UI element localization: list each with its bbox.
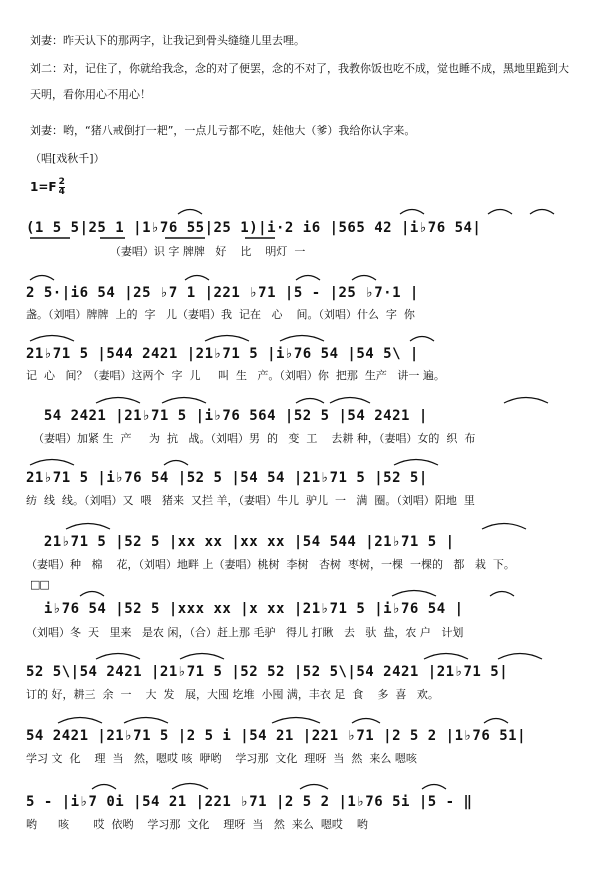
slur: [484, 719, 508, 724]
slur: [422, 785, 446, 790]
lyrics-line-5: 纺 线 线。（刘唱）又 喂 猪来 又拦 羊，（妻唱）牛儿 驴儿 一 满 圈。（刘唱）阳地 里: [26, 494, 475, 507]
slur: [80, 592, 104, 597]
slur: [530, 210, 554, 215]
notation-line-5: 21♭71 5 |i♭76 54 |52 5 |54 54 |21♭71 5 |52 5|: [26, 470, 428, 486]
slur: [400, 210, 424, 215]
slur: [30, 336, 74, 342]
time-denominator: 4: [58, 187, 65, 197]
lyrics-line-1: （妻唱）识 字 牌牌 好 比 明灯 一: [26, 245, 306, 258]
lyrics-line-3: 记 心 间？（妻唱）这两个 字 儿 叫 生 产。（刘唱）你 把那 生产 讲一 遍。: [26, 369, 445, 382]
slur: [498, 654, 542, 660]
slur: [66, 524, 110, 530]
notation-line-8: 52 5\|54 2421 |21♭71 5 |52 52 |52 5\|54 2421 |21♭71 5|: [26, 664, 509, 680]
slur: [394, 460, 438, 466]
slur: [30, 460, 74, 466]
missing-glyph-boxes: □□: [30, 578, 49, 591]
notation-line-7: i♭76 54 |52 5 |xxx xx |x xx |21♭71 5 |i♭76 54 |: [26, 601, 464, 617]
slur: [330, 398, 370, 404]
slur: [392, 591, 436, 597]
slur: [296, 399, 324, 404]
notation-line-3: 21♭71 5 |544 2421 |21♭71 5 |i♭76 54 |54 5\ |: [26, 346, 419, 362]
lyrics-line-9: 学习 文 化 理 当 然，嗯哎 咳 咿哟 学习那 文化 理呀 当 然 来么 嗯咳: [26, 752, 417, 765]
dialogue-line-3: [30, 118, 575, 144]
slur: [504, 398, 548, 404]
slur: [185, 276, 209, 281]
lyrics-line-7: （刘唱）冬 天 里来 是农 闲，（合）赶上那 毛驴 得儿 打瞅 去 驮 盐，农 户 计划: [26, 626, 464, 639]
slur: [124, 718, 168, 724]
slur: [58, 718, 102, 724]
slur: [296, 276, 320, 281]
tune-label: （唱[戏秋千]）: [30, 152, 105, 165]
dialogue-text: ：哟，“猪八戒倒打一耙”，一点儿亏都不吃，娃他大（爹）我给你认字来。: [52, 124, 416, 137]
lyrics-line-4: （妻唱）加紧 生 产 为 抗 战。（刘唱）男 的 变 工 去耕 种，（妻唱）女的 织 布: [26, 432, 476, 445]
slur: [180, 654, 224, 660]
dialogue-line-2: [30, 56, 575, 108]
slur: [352, 276, 376, 281]
notation-line-2: 2 5·|i6 54 |25 ♭7 1 |221 ♭71 |5 - |25 ♭7·1 |: [26, 285, 419, 301]
speaker: 刘二: [30, 62, 52, 75]
lyrics-line-2: 盏。（刘唱）牌牌 上的 字 儿（妻唱）我 记在 心 间。（刘唱）什么 字 你: [26, 308, 415, 321]
slur: [482, 524, 526, 530]
notation-line-10: 5 - |i♭7 0i |54 21 |221 ♭71 |2 5 2 |1♭76 5i |5 - ‖: [26, 794, 473, 810]
speaker: 刘妻: [30, 124, 52, 137]
slur: [410, 337, 434, 342]
dialogue-text: ：昨天认下的那两字，让我记到骨头缝缝儿里去哩。: [52, 34, 305, 47]
slur: [488, 210, 512, 215]
slur: [92, 785, 116, 790]
speaker: 刘妻: [30, 34, 52, 47]
slur: [96, 398, 140, 404]
slur: [96, 654, 140, 660]
lyrics-line-10: 哟 咳 哎 依哟 学习那 文化 理呀 当 然 来么 嗯哎 哟: [26, 818, 368, 831]
slur: [205, 336, 249, 342]
slur: [300, 785, 328, 790]
dialogue-line-1: [30, 28, 575, 54]
notation-line-6: 21♭71 5 |52 5 |xx xx |xx xx |54 544 |21♭71 5 |: [26, 534, 455, 550]
lyrics-line-6: （妻唱）种 棉 花，（刘唱）地畔 上（妻唱）桃树 李树 杏树 枣树，一棵 一棵的 都 栽 下。: [26, 558, 515, 571]
slur: [162, 398, 206, 404]
notation-line-1: (1 5 5|25 1 |1♭76 55|25 1)|i·2 i6 |565 42 |i♭76 54|: [26, 220, 482, 236]
slur: [352, 719, 380, 724]
dialogue-text: ：对，记住了，你就给我念，念的对了便罢，念的不对了，我教你饭也吃不成，觉也睡不成，黑地里跪到大天明，看你用心不用心！: [30, 62, 569, 101]
key-signature: [30, 178, 65, 197]
slur: [280, 336, 324, 342]
time-signature: [59, 178, 65, 197]
time-numerator: 2: [58, 177, 65, 187]
slur: [490, 592, 514, 597]
slur: [424, 654, 468, 660]
notation-line-9: 54 2421 |21♭71 5 |2 5 i |54 21 |221 ♭71 |2 5 2 |1♭76 51|: [26, 728, 527, 744]
key-label: 1=F: [30, 180, 57, 194]
slur: [30, 276, 54, 281]
notation-line-4: 54 2421 |21♭71 5 |i♭76 564 |52 5 |54 2421 |: [26, 408, 428, 424]
slur: [172, 784, 208, 790]
lyrics-line-8: 订的 好，耕三 余 一 大 发 展，大囤 圪堆 小囤 满，丰衣 足 食 多 喜 欢。: [26, 688, 439, 701]
slur: [164, 461, 188, 466]
slur: [178, 210, 202, 215]
slur: [272, 718, 320, 724]
